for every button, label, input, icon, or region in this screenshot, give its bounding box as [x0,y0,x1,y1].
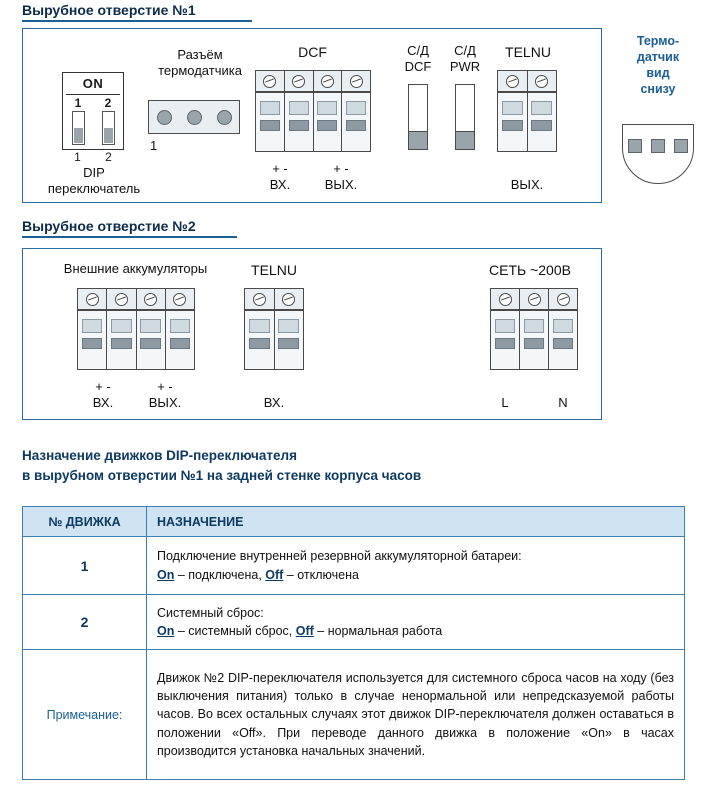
dcf-in-signs: + - [272,161,288,176]
dcf-screw-4 [350,75,363,88]
batteries-terminal-4 [166,311,194,369]
dcf-out-signs: + - [333,161,349,176]
dcf-terminal-4 [342,93,370,151]
dip-switch[interactable] [62,72,124,150]
mains-screw-3 [557,293,570,306]
table-header-switch-number: № ДВИЖКА [23,507,147,537]
row-1-line2 [157,566,674,584]
dip-caption-line1: DIP [83,165,105,180]
led-dcf-label-line2: DCF [404,59,432,74]
row-2-description [147,595,685,650]
telnu-out-terminal-block[interactable] [497,70,557,152]
row-1-on: On [157,567,175,582]
sensor-pad-1 [628,139,642,153]
thermo-connector-label-line2: термодатчика [158,63,242,78]
mains-label: СЕТЬ ~200В [489,262,571,278]
telnu-in-terminal-2 [275,311,304,369]
thermo-connector[interactable] [148,100,240,134]
dip-divider [66,94,120,95]
table-header-row [23,507,685,537]
batteries-screw-3 [144,293,157,306]
sensor-pad-2 [651,139,665,153]
sensor-label-line4: снизу [640,82,676,96]
batteries-terminal-block[interactable] [77,288,195,370]
row-1-post: – отключена [283,567,359,582]
dcf-out-text: ВЫХ. [324,177,358,192]
batteries-terminal-1 [78,311,107,369]
dcf-terminal-block[interactable] [255,70,371,152]
row-2-off: Off [295,624,314,638]
row-2-mid: – системный сброс, [174,624,296,638]
telnu-out-screw-2 [535,75,548,88]
row-2-switch-number: 2 [23,595,147,650]
telnu-out-terminal-2 [528,93,557,151]
row-1-mid: – подключена, [174,567,266,582]
row-2-on: On [157,624,175,638]
sensor-label-line1: Термо- [636,34,680,48]
dip-on-label: ON [82,76,104,91]
batteries-out-signs: + - [157,379,173,394]
thermo-connector-label-line1: Разъём [177,47,223,62]
mains-n-label: N [558,395,568,410]
connector-hole-1 [157,110,172,125]
dcf-screw-3 [321,75,334,88]
thermo-connector-tick: 1 [150,138,158,153]
row-1-off: Off [265,567,284,582]
table-caption-line2: в вырубном отверстии №1 на задней стенке корпуса часов [22,467,422,483]
table-caption-line1: Назначение движков DIP-переключателя [22,448,297,463]
table-row [23,537,685,595]
batteries-out-text: ВЫХ. [148,395,182,410]
mains-terminal-l [491,311,520,369]
sensor-label-line2: датчик [636,50,680,64]
dip-slot-2[interactable] [102,111,115,145]
dip-foot-1: 1 [74,150,81,164]
dcf-label: DCF [298,44,327,60]
thermo-sensor-bottom-view [622,124,694,184]
section-title-cutout-2: Вырубное отверстие №2 [22,218,237,238]
mains-screw-2 [528,293,541,306]
section-title-cutout-1: Вырубное отверстие №1 [22,2,252,22]
telnu-in-terminal-1 [245,311,275,369]
batteries-label: Внешние аккумуляторы [63,261,208,276]
dip-number-2: 2 [104,96,112,110]
batteries-screw-1 [86,293,99,306]
led-dcf-indicator [408,84,428,150]
mains-terminal-block[interactable] [490,288,578,370]
telnu-in-terminal-block[interactable] [244,288,304,370]
telnu-in-screw-2 [282,293,295,306]
table-header-function: НАЗНАЧЕНИЕ [147,507,685,537]
dcf-screw-2 [292,75,305,88]
dcf-terminal-1 [256,93,285,151]
dip-foot-2: 2 [105,150,112,164]
telnu-in-text: ВХ. [263,395,285,410]
telnu-out-screw-1 [506,75,519,88]
dip-caption-line2: переключатель [47,181,141,196]
connector-hole-2 [187,110,202,125]
table-row-note [23,650,685,780]
batteries-terminal-3 [137,311,166,369]
row-2-line1: Системный сброс: [157,605,264,620]
dcf-in-text: ВХ. [269,177,291,192]
dip-slot-1[interactable] [72,111,85,145]
row-1-switch-number: 1 [23,537,147,595]
telnu-in-screw-1 [253,293,266,306]
led-pwr-indicator [455,84,475,150]
note-label: Примечание: [23,650,147,780]
led-dcf-label-line1: С/Д [407,43,429,58]
row-2-post: – нормальная работа [313,624,443,638]
batteries-in-signs: + - [95,379,111,394]
telnu-out-terminal-1 [498,93,528,151]
mains-terminal-mid [520,311,549,369]
batteries-in-text: ВХ. [92,395,114,410]
batteries-terminal-2 [107,311,136,369]
connector-hole-3 [217,110,232,125]
telnu-out-text: ВЫХ. [510,177,544,192]
row-2-line2 [157,622,674,640]
mains-screw-1 [499,293,512,306]
dcf-terminal-3 [314,93,343,151]
table-row [23,595,685,650]
dip-number-1: 1 [74,96,82,110]
telnu-in-label: TELNU [251,262,297,278]
led-pwr-label-line2: PWR [449,59,481,74]
led-pwr-label-line1: С/Д [454,43,476,58]
telnu-out-label: TELNU [505,44,551,60]
note-text: Движок №2 DIP-переключателя используется для системного сброса часов на ходу (без выключения питания) только в случае ненормальной или непредсказуемой работы часов. Во всех остальных случаях этот движок DIP-переключателя должен оставаться в положении «Off». При переводе данного движка в положение «On» в часах производится установка начальных значений. [147,650,685,780]
dip-function-table [22,506,685,780]
row-1-line1: Подключение внутренней резервной аккумуляторной батареи: [157,549,522,564]
batteries-screw-4 [173,293,186,306]
row-1-description [147,537,685,595]
dcf-terminal-2 [285,93,314,151]
sensor-pad-3 [674,139,688,153]
batteries-screw-2 [115,293,128,306]
dcf-screw-1 [263,75,276,88]
sensor-label-line3: вид [646,66,670,80]
mains-l-label: L [501,395,509,410]
mains-terminal-n [549,311,577,369]
